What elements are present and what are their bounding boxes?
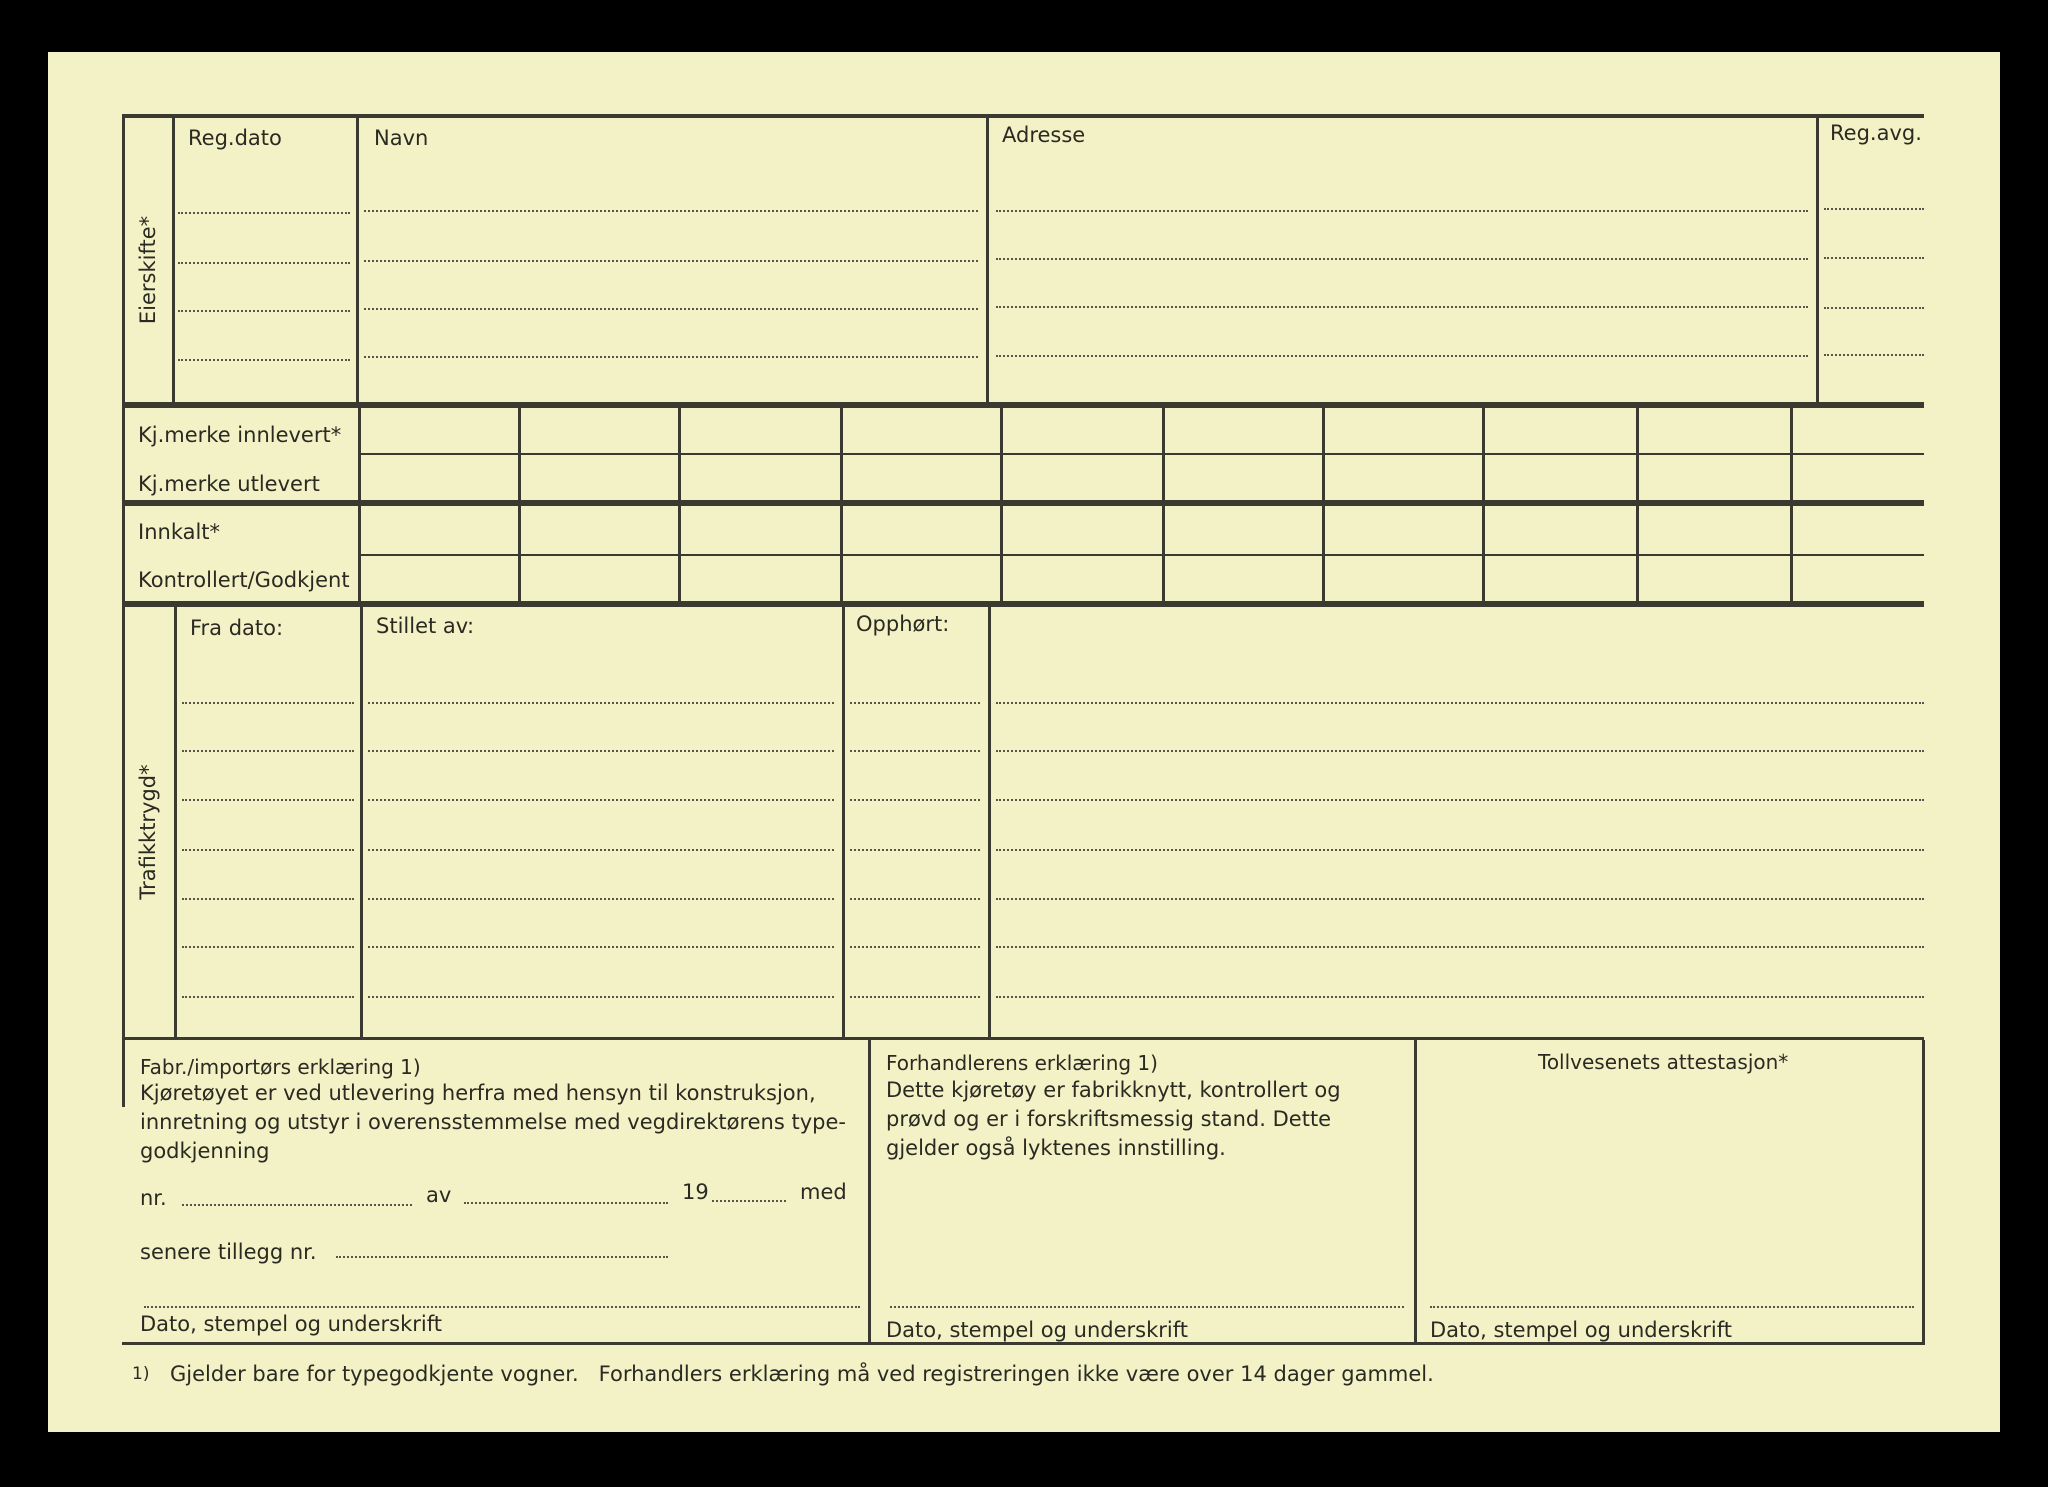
bottom-border [122,1342,1925,1345]
trafikk-row-6[interactable] [182,946,354,948]
col-regdato: Reg.dato [188,126,282,150]
forhandler-signature-label: Dato, stempel og underskrift [886,1318,1188,1342]
toll-signature-line[interactable] [1430,1306,1914,1308]
eier-row-1[interactable] [996,210,1808,212]
eier-row-4[interactable] [364,356,978,358]
trafikk-row-3[interactable] [996,799,1924,801]
trafikk-row-4[interactable] [182,849,354,851]
fabr-med-label: med [800,1180,847,1204]
col-navn: Navn [374,126,429,150]
label-kjmerke-innlevert: Kj.merke innlevert* [138,423,342,447]
label-fra-dato: Fra dato: [190,616,284,640]
eier-row-3[interactable] [1824,307,1924,309]
eier-row-4[interactable] [996,355,1808,357]
label-kjmerke-utlevert: Kj.merke utlevert [138,472,320,496]
trafikk-row-1[interactable] [182,702,354,704]
fabr-signature-line[interactable] [144,1306,860,1308]
trafikk-row-5[interactable] [850,898,980,900]
forhandler-line-1: Dette kjøretøy er fabrikknytt, kontrollert og [886,1078,1341,1102]
trafikk-row-7[interactable] [182,996,354,998]
fabr-year-label: 19 [682,1180,709,1204]
fradato-divider [360,607,363,1037]
footnote-marker: 1) [132,1364,150,1384]
label-opphort: Opphørt: [856,612,950,636]
toll-title: Tollvesenets attestasjon* [1538,1050,1789,1074]
col-regavg: Reg.avg. [1830,121,1922,145]
grid-col-7 [1482,408,1485,601]
trafikk-row-4[interactable] [996,849,1924,851]
fabr-line-2: innretning og utstyr i overensstemmelse med vegdirektørens type- [140,1110,846,1134]
eier-row-3[interactable] [178,310,350,312]
eier-row-1[interactable] [178,212,350,214]
decl-divider-1 [868,1040,871,1344]
trafikk-row-7[interactable] [368,996,834,998]
fabr-nr-label: nr. [140,1186,167,1210]
trafikk-row-4[interactable] [368,849,834,851]
footnote-text: Gjelder bare for typegodkjente vogner. Forhandlers erklæring må ved registreringen ikke være over 14 dager gammel. [170,1362,1434,1386]
fabr-title: Fabr./importørs erklæring 1) [140,1055,421,1079]
fabr-av-field[interactable] [464,1202,668,1204]
grid-line-b [358,554,1924,556]
forhandler-title: Forhandlerens erklæring 1) [886,1051,1158,1075]
eier-row-2[interactable] [178,262,350,264]
trafikk-row-2[interactable] [850,750,980,752]
eierskifte-side-divider [172,116,175,404]
forhandler-line-2: prøvd og er i forskriftsmessig stand. Dette [886,1107,1332,1131]
label-stillet-av: Stillet av: [376,614,475,638]
grid-line-a [358,453,1924,455]
trafikk-row-1[interactable] [850,702,980,704]
trafikk-row-5[interactable] [368,898,834,900]
stillet-divider [842,607,845,1037]
eierskifte-side-label: Eierskifte* [136,215,160,325]
toll-signature-label: Dato, stempel og underskrift [1430,1318,1732,1342]
adresse-divider [1816,116,1819,404]
trafikk-row-7[interactable] [850,996,980,998]
fabr-signature-label: Dato, stempel og underskrift [140,1312,442,1336]
trafikktrygd-side-label: Trafikktrygd* [136,764,160,900]
left-border [122,114,125,1107]
fabr-senere-field[interactable] [336,1256,668,1258]
label-kontrollert: Kontrollert/Godkjent [138,568,350,592]
grid-col-5 [1162,408,1165,601]
separator-3 [122,601,1924,607]
fabr-av-label: av [426,1183,452,1207]
trafikk-side-divider [174,607,177,1037]
decl-divider-2 [1414,1040,1417,1344]
fabr-line-1: Kjøretøyet er ved utlevering herfra med hensyn til konstruksjon, [140,1081,816,1105]
navn-divider [986,116,989,404]
separator-2 [122,500,1924,506]
forhandler-signature-line[interactable] [890,1306,1404,1308]
label-innkalt: Innkalt* [138,520,221,544]
eier-row-4[interactable] [178,359,350,361]
grid-col-9 [1790,408,1793,601]
trafikk-row-2[interactable] [996,750,1924,752]
grid-col-8 [1636,408,1639,601]
eier-row-3[interactable] [996,306,1808,308]
eier-row-2[interactable] [364,260,978,262]
fabr-senere-label: senere tillegg nr. [140,1240,317,1264]
top-border [122,114,1924,118]
grid-col-3 [840,408,843,601]
opphort-divider [988,607,991,1037]
eier-row-3[interactable] [364,308,978,310]
grid-col-1 [518,408,521,601]
trafikk-row-5[interactable] [182,898,354,900]
grid-col-4 [1000,408,1003,601]
eier-row-1[interactable] [1824,208,1924,210]
trafikk-row-6[interactable] [850,946,980,948]
trafikk-row-5[interactable] [996,898,1924,900]
trafikk-row-3[interactable] [182,799,354,801]
grid-col-0 [358,408,361,601]
forhandler-line-3: gjelder også lyktenes innstilling. [886,1136,1226,1160]
separator-1 [122,402,1924,408]
separator-4 [122,1037,1924,1040]
eier-row-4[interactable] [1824,354,1924,356]
regdato-divider [356,116,359,404]
trafikk-row-3[interactable] [368,799,834,801]
fabr-nr-field[interactable] [182,1204,412,1206]
registration-card [48,52,2000,1432]
decl-right-border [1922,1040,1925,1344]
fabr-line-3: godkjenning [140,1139,270,1163]
trafikk-row-7[interactable] [996,996,1924,998]
trafikk-row-6[interactable] [368,946,834,948]
eier-row-2[interactable] [1824,257,1924,259]
eier-row-1[interactable] [364,210,978,212]
col-adresse: Adresse [1002,123,1086,147]
trafikk-row-4[interactable] [850,849,980,851]
trafikk-row-6[interactable] [996,946,1924,948]
trafikk-row-3[interactable] [850,799,980,801]
grid-col-2 [678,408,681,601]
eier-row-2[interactable] [996,258,1808,260]
trafikk-row-1[interactable] [368,702,834,704]
trafikk-row-1[interactable] [996,702,1924,704]
fabr-year-field[interactable] [712,1200,786,1202]
grid-col-6 [1322,408,1325,601]
trafikk-row-2[interactable] [368,750,834,752]
trafikk-row-2[interactable] [182,750,354,752]
